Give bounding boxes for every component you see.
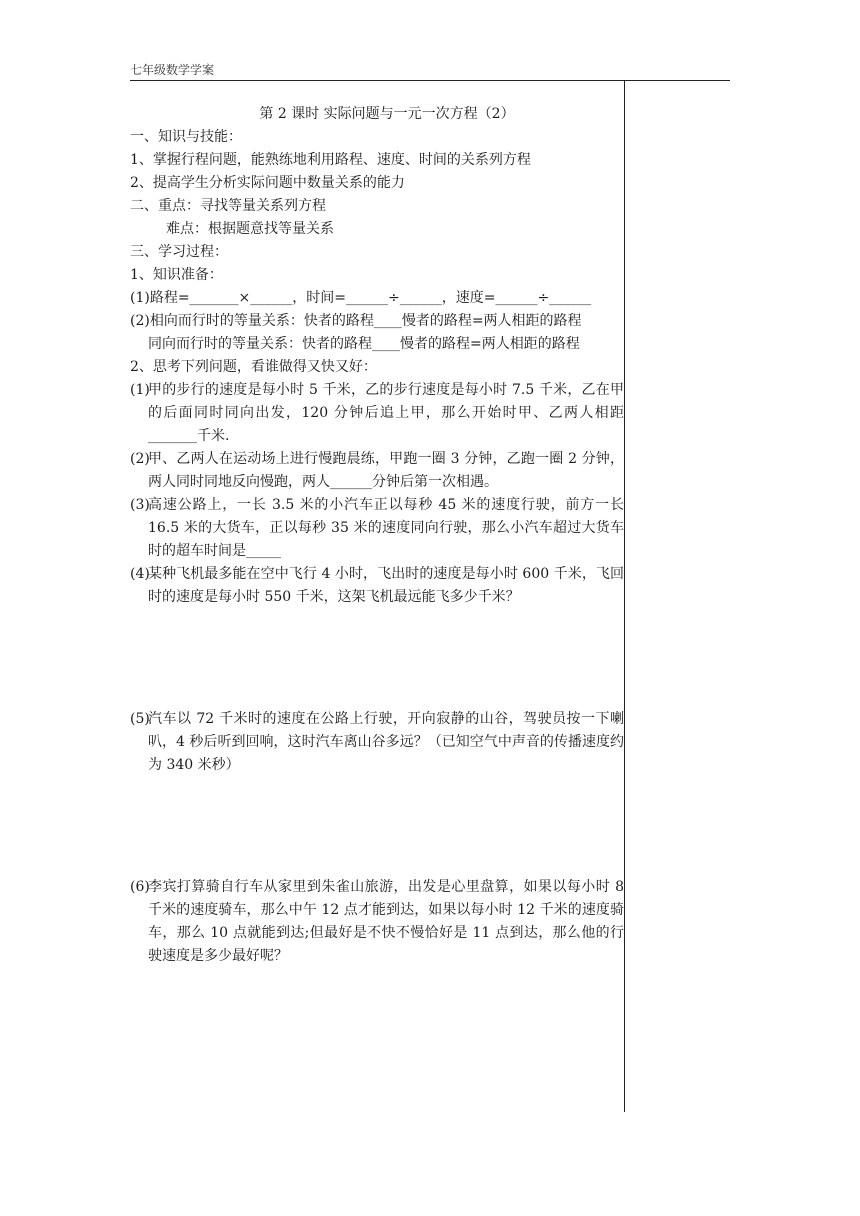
problem-6 [130, 876, 624, 968]
lesson-title: 第 2 课时 实际问题与一元一次方程（2） [259, 106, 515, 122]
margin-rule [624, 80, 625, 1112]
problem-number: (2) [130, 451, 150, 467]
subheading-exercises: 2、思考下列问题，看谁做得又快又好： [130, 359, 377, 375]
worksheet-content [130, 103, 624, 968]
problem-text: 李宾打算骑自行车从家里到朱雀山旅游，出发是心里盘算，如果以每小时 8 千米的速度骑车，那么中午 12 点才能到达，如果以每小时 12 千米的速度骑车，那么 10 点就能到达;但最好是不快不慢恰好是 11 点到达，那么他的行驶速度是多少最好呢？ [148, 879, 624, 964]
section-heading-process: 三、学习过程： [130, 244, 228, 260]
problem-text: 汽车以 72 千米时的速度在公路上行驶，开向寂静的山谷，驾驶员按一下喇叭，4 秒后听到回响，这时汽车离山谷多远？（已知空气中声音的传播速度约为 340 米秒） [148, 711, 624, 773]
section-heading-knowledge: 一、知识与技能： [130, 129, 242, 145]
problem-4 [130, 563, 624, 609]
problem-text: 甲的步行的速度是每小时 5 千米，乙的步行速度是每小时 7.5 千米，乙在甲的后面同时同向出发，120 分钟后追上甲，那么开始时甲、乙两人相距_______千米. [148, 382, 624, 444]
problem-number: (1) [130, 382, 150, 398]
problem-number: (5) [130, 711, 150, 727]
section-heading-key-point: 二、重点：寻找等量关系列方程 [130, 198, 326, 214]
formula-line: (1)路程=_______×______，时间=______÷______，速度=______÷______ [130, 290, 592, 306]
answer-space [130, 777, 624, 876]
problem-2 [130, 448, 624, 494]
problem-5 [130, 708, 624, 777]
relation-opposite: (2)相向而行时的等量关系：快者的路程____慢者的路程=两人相距的路程 [130, 313, 582, 329]
problem-number: (4) [130, 566, 150, 582]
problem-3 [130, 494, 624, 563]
relation-same-direction: 同向而行时的等量关系：快者的路程____慢者的路程=两人相距的路程 [148, 336, 580, 352]
answer-space [130, 609, 624, 708]
objective-2: 2、提高学生分析实际问题中数量关系的能力 [130, 175, 405, 191]
page-header: 七年级数学学案 [130, 63, 215, 77]
objective-1: 1、掌握行程问题，能熟练地利用路程、速度、时间的关系列方程 [130, 152, 531, 168]
problem-number: (6) [130, 879, 150, 895]
header-rule [130, 80, 730, 81]
problem-number: (3) [130, 497, 150, 513]
difficult-point: 难点：根据题意找等量关系 [166, 221, 334, 237]
problem-1 [130, 379, 624, 448]
subheading-preparation: 1、知识准备： [130, 267, 223, 283]
problem-text: 高速公路上，一长 3.5 米的小汽车正以每秒 45 米的速度行驶，前方一长 16.5 米的大货车，正以每秒 35 米的速度同向行驶，那么小汽车超过大货车时的超车时间是_____ [148, 497, 624, 559]
problem-text: 甲、乙两人在运动场上进行慢跑晨练，甲跑一圈 3 分钟，乙跑一圈 2 分钟，两人同时同地反向慢跑，两人______分钟后第一次相遇。 [148, 451, 624, 490]
problem-text: 某种飞机最多能在空中飞行 4 小时，飞出时的速度是每小时 600 千米，飞回时的速度是每小时 550 千米，这架飞机最远能飞多少千米？ [148, 566, 624, 605]
